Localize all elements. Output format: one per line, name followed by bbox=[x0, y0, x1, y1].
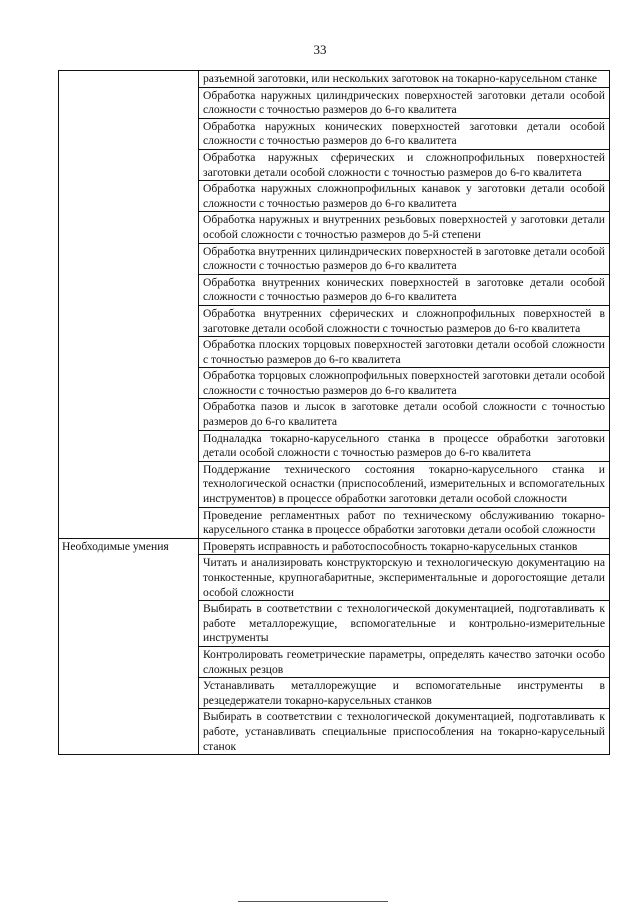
table-row bbox=[59, 538, 610, 555]
knowledge-item-cell: разъемной заготовки, или нескольких заготовок на токарно-карусельном станке bbox=[199, 71, 610, 88]
page-number: 33 bbox=[313, 42, 327, 57]
knowledge-item-cell: Обработка наружных цилиндрических поверхностей заготовки детали особой сложности с точностью размеров до 6-го квалитета bbox=[199, 87, 610, 118]
knowledge-item-cell: Обработка наружных конических поверхностей заготовки детали особой сложности с точностью размеров до 6-го квалитета bbox=[199, 118, 610, 149]
knowledge-item-cell: Обработка плоских торцовых поверхностей заготовки детали особой сложности с точностью размеров до 6-го квалитета bbox=[199, 337, 610, 368]
knowledge-item-cell: Обработка внутренних конических поверхностей в заготовке детали особой сложности с точностью размеров до 6-го квалитета bbox=[199, 274, 610, 305]
skill-item-cell: Проверять исправность и работоспособность токарно-карусельных станков bbox=[199, 538, 610, 555]
category-cell-continued bbox=[59, 71, 199, 539]
knowledge-item-cell: Обработка наружных сложнопрофильных канавок у заготовки детали особой сложности с точностью размеров до 6-го квалитета bbox=[199, 181, 610, 212]
skill-item-cell: Устанавливать металлорежущие и вспомогательные инструменты в резцедержатели токарно-карусельных станков bbox=[199, 678, 610, 709]
knowledge-item-cell: Обработка внутренних сферических и сложнопрофильных поверхностей в заготовке детали особой сложности с точностью размеров до 6-го квалитета bbox=[199, 305, 610, 336]
competency-table bbox=[58, 70, 610, 755]
skill-item-cell: Контролировать геометрические параметры, определять качество заточки особо сложных резцов bbox=[199, 646, 610, 677]
bottom-rule bbox=[238, 901, 388, 902]
skill-item-cell: Читать и анализировать конструкторскую и технологическую документацию на тонкостенные, крупногабаритные, экспериментальные и дорогостоящие детали особой сложности bbox=[199, 555, 610, 601]
knowledge-item-cell: Обработка наружных сферических и сложнопрофильных поверхностей заготовки детали особой сложности с точностью размеров до 6-го квалитета bbox=[199, 149, 610, 180]
table-body bbox=[59, 71, 610, 755]
skill-item-cell: Выбирать в соответствии с технологической документацией, подготавливать к работе металлорежущие, вспомогательные и контрольно-измерительные инструменты bbox=[199, 601, 610, 647]
knowledge-item-cell: Поддержание технического состояния токарно-карусельного станка и технологической оснастки (приспособлений, измерительных и вспомогательных инструментов) в процессе обработки заготовки детали особой сложности bbox=[199, 461, 610, 507]
knowledge-item-cell: Обработка внутренних цилиндрических поверхностей в заготовке детали особой сложности с точностью размеров до 6-го квалитета bbox=[199, 243, 610, 274]
skill-item-cell: Выбирать в соответствии с технологической документацией, подготавливать к работе, устанавливать специальные приспособления на токарно-карусельный станок bbox=[199, 709, 610, 755]
knowledge-item-cell: Подналадка токарно-карусельного станка в процессе обработки заготовки детали особой сложности с точностью размеров до 6-го квалитета bbox=[199, 430, 610, 461]
knowledge-item-cell: Обработка наружных и внутренних резьбовых поверхностей у заготовки детали особой сложности с точностью размеров до 5-й степени bbox=[199, 212, 610, 243]
table-row bbox=[59, 71, 610, 88]
knowledge-item-cell: Проведение регламентных работ по техническому обслуживанию токарно-карусельного станка в процессе обработки заготовки детали особой сложности bbox=[199, 507, 610, 538]
skills-label-cell: Необходимые умения bbox=[59, 538, 199, 754]
knowledge-item-cell: Обработка пазов и лысок в заготовке детали особой сложности с точностью размеров до 6-го квалитета bbox=[199, 399, 610, 430]
knowledge-item-cell: Обработка торцовых сложнопрофильных поверхностей заготовки детали особой сложности с точностью размеров до 6-го квалитета bbox=[199, 368, 610, 399]
